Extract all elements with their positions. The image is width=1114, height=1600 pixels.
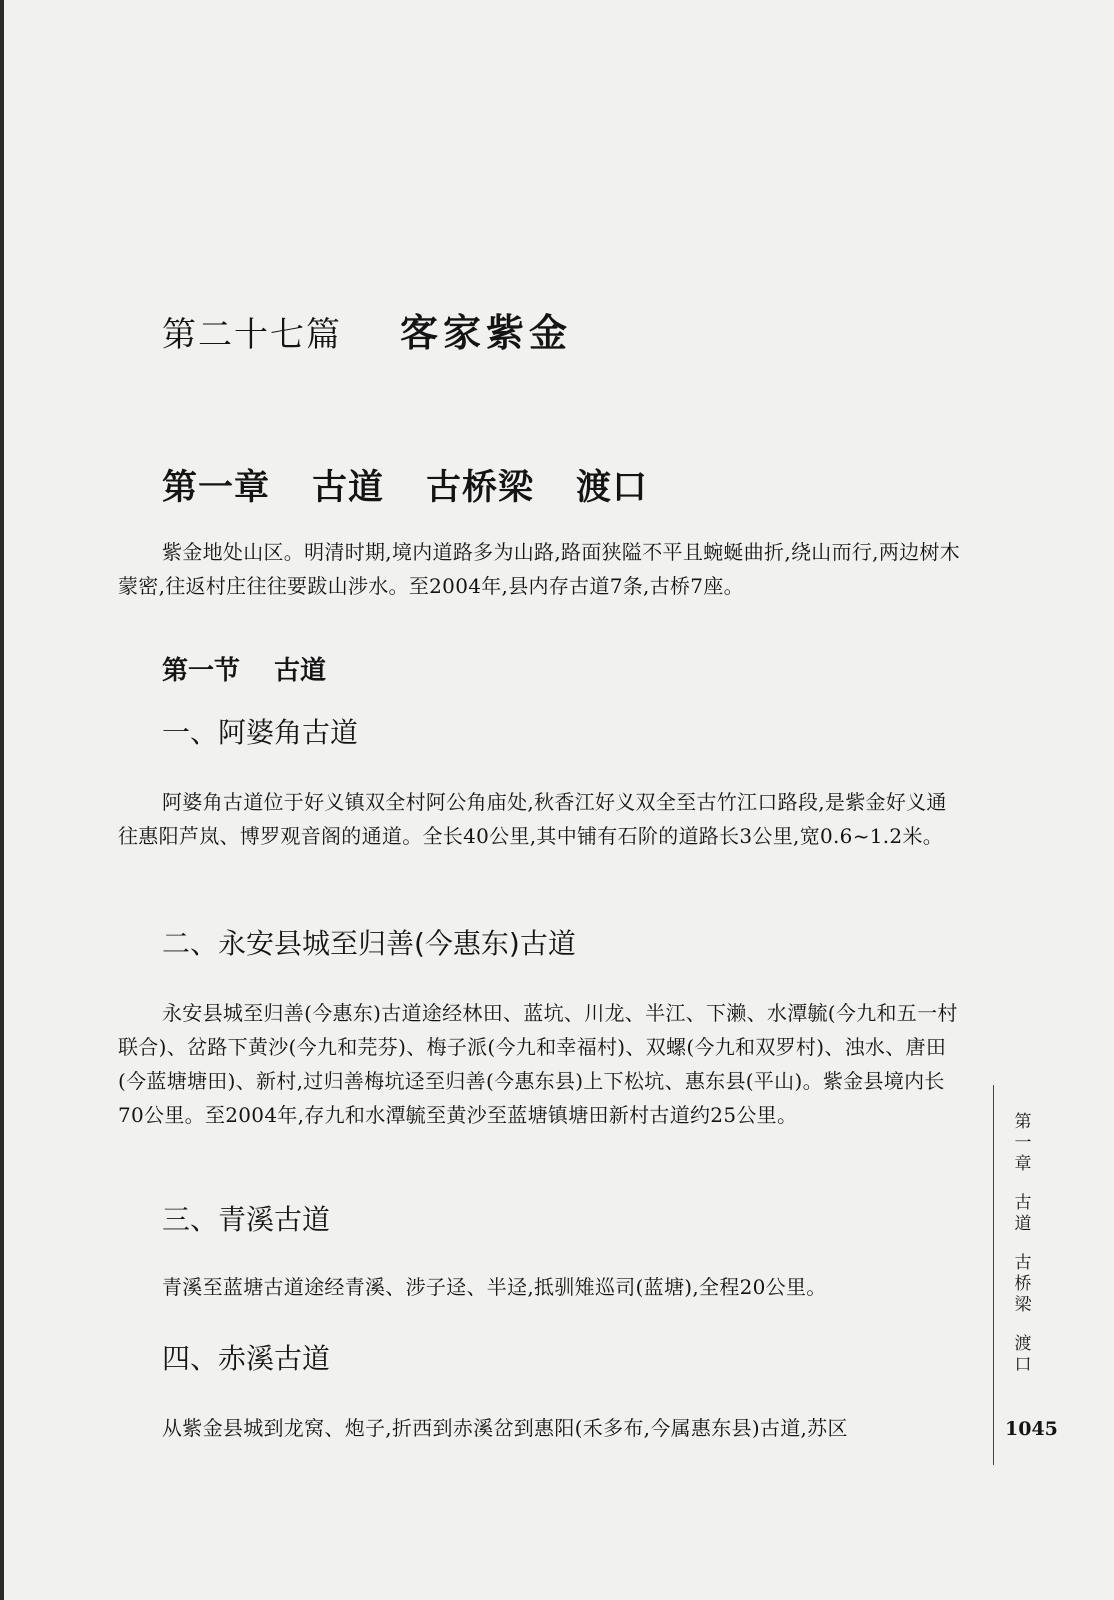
- item-paragraph: 永安县城至归善(今惠东)古道途经林田、蓝坑、川龙、半江、下濑、水潭毓(今九和五一村联合)、岔路下黄沙(今九和芫芬)、梅子派(今九和幸福村)、双螺(今九和双罗村)、浊水、唐田(今蓝塘塘田)、新村,过归善梅坑迳至归善(今惠东县)上下松坑、惠东县(平山)。紫金县境内长70公里。至2004年,存九和水潭毓至黄沙至蓝塘镇塘田新村古道约25公里。: [118, 1001, 958, 1127]
- chapter-part: 渡口: [576, 467, 649, 508]
- section-label: 第一节: [162, 656, 241, 686]
- chapter-part: 古桥梁: [426, 467, 535, 508]
- running-head-char: 章: [1014, 1154, 1032, 1174]
- running-head-word: [1015, 1253, 1032, 1316]
- running-head-word: [1015, 1334, 1032, 1376]
- intro-paragraph: 紫金地处山区。明清时期,境内道路多为山路,路面狭隘不平且蜿蜒曲折,绕山而行,两边树木蒙密,往返村庄往往要跋山涉水。至2004年,县内存古道7条,古桥7座。: [118, 540, 961, 598]
- binding-edge: [0, 0, 4, 1600]
- chapter-label: 第一章: [162, 467, 271, 508]
- chapter-title: [162, 460, 648, 510]
- running-head-char: 桥: [1014, 1274, 1032, 1294]
- running-head-char: 一: [1014, 1133, 1032, 1153]
- running-head-word: [1015, 1193, 1032, 1235]
- item-paragraph: 青溪至蓝塘古道途经青溪、涉子迳、半迳,抵驯雉巡司(蓝塘),全程20公里。: [162, 1275, 827, 1299]
- running-head-char: 渡: [1014, 1334, 1032, 1354]
- running-head-char: 古: [1014, 1253, 1032, 1273]
- part-name: 客家紫金: [400, 311, 573, 355]
- part-title: [162, 302, 572, 357]
- page-number: 1045: [1005, 1418, 1058, 1440]
- running-head-word: [1015, 1112, 1032, 1175]
- running-head-char: 梁: [1014, 1295, 1032, 1315]
- item-heading: 四、赤溪古道: [162, 1342, 331, 1375]
- running-head-char: 道: [1014, 1214, 1032, 1234]
- running-head-char: 口: [1014, 1355, 1032, 1375]
- running-head: [1008, 1112, 1038, 1376]
- section-name: 古道: [274, 656, 327, 686]
- chapter-part: 古道: [312, 467, 385, 508]
- section-title: [162, 650, 326, 687]
- item-heading: 二、永安县城至归善(今惠东)古道: [162, 927, 576, 960]
- part-label: 第二十七篇: [162, 315, 342, 355]
- margin-rule: [993, 1085, 994, 1465]
- item-paragraph: 从紫金县城到龙窝、炮子,折西到赤溪岔到惠阳(禾多布,今属惠东县)古道,苏区: [162, 1416, 848, 1440]
- item-heading: 三、青溪古道: [162, 1203, 331, 1236]
- item-paragraph: 阿婆角古道位于好义镇双全村阿公角庙处,秋香江好义双全至古竹江口路段,是紫金好义通往惠阳芦岚、博罗观音阁的通道。全长40公里,其中铺有石阶的道路长3公里,宽0.6~1.2米。: [118, 790, 947, 848]
- running-head-char: 古: [1014, 1193, 1032, 1213]
- item-heading: 一、阿婆角古道: [162, 716, 359, 749]
- running-head-char: 第: [1014, 1112, 1032, 1132]
